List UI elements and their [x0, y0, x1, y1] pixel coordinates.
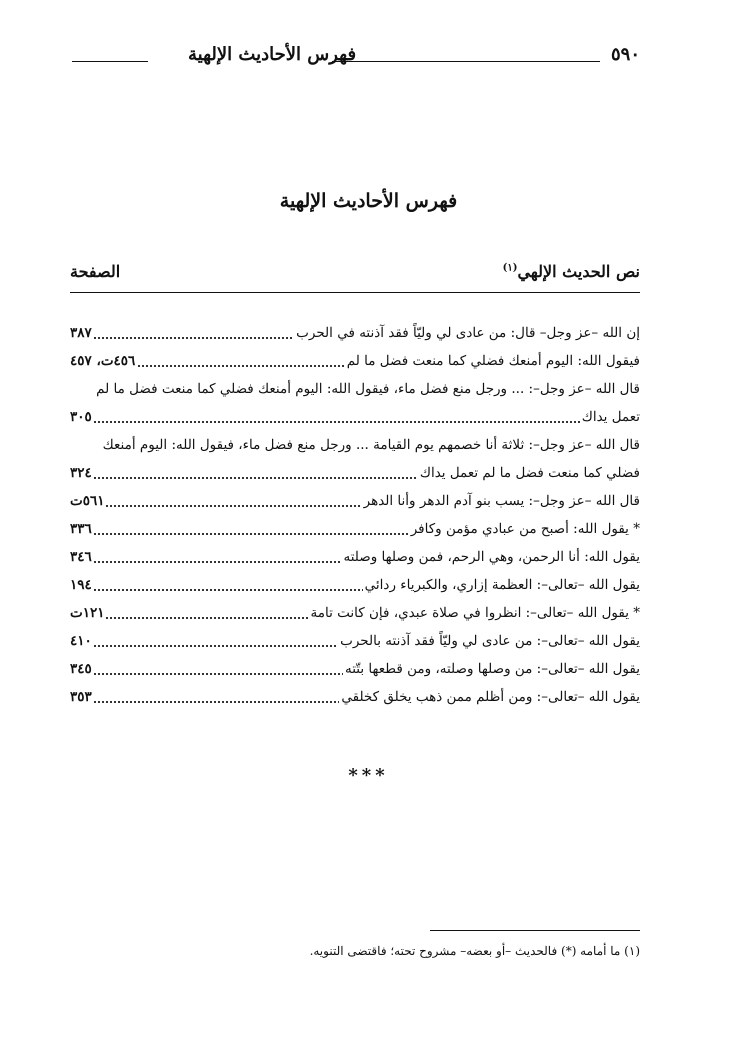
- index-entry: [70, 572, 640, 599]
- leader-dots: [70, 421, 640, 423]
- text-column-header: [503, 262, 640, 281]
- entry-text: * يقول الله: أصبح من عبادي مؤمن وكافر: [409, 516, 640, 543]
- entry-text: يقول الله –تعالى–: العظمة إزاري، والكبرياء ردائي: [363, 572, 640, 599]
- entry-page: ٣٤٥: [70, 656, 94, 683]
- running-header: [70, 44, 640, 74]
- entry-text: فضلي كما منعت فضل ما لم تعمل يداك: [418, 460, 640, 487]
- entry-page: ١٢١ت: [70, 600, 106, 627]
- entry-text: قال الله –عز وجل–: ثلاثة أنا خصمهم يوم القيامة ... ورجل منع فضل ماء، فيقول الله: اليوم أمنعك: [70, 432, 640, 459]
- page-title: فهرس الأحاديث الإلهية: [279, 190, 458, 212]
- entry-page: ٣٣٦: [70, 516, 94, 543]
- index-entry: [70, 320, 640, 347]
- entry-page: ٤١٠: [70, 628, 94, 655]
- text-column-label: نص الحديث الإلهي: [517, 262, 640, 281]
- index-entry: [70, 600, 640, 627]
- page-number: ٥٩٠: [610, 44, 640, 65]
- footnote: (١) ما أمامه (*) فالحديث –أو بعضه– مشروح تحته؛ فاقتضى التنويه.: [309, 944, 640, 958]
- entry-text: * يقول الله –تعالى–: انظروا في صلاة عبدي، فإن كانت تامة: [308, 600, 640, 627]
- index-entry: [70, 376, 640, 403]
- entry-text: إن الله –عز وجل– قال: من عادى لي وليّاً فقد آذنته في الحرب: [294, 320, 640, 347]
- header-rule-right: [332, 61, 600, 62]
- entry-page: ٥٦١ت: [70, 488, 106, 515]
- index-entry: [70, 656, 640, 683]
- index-entry: [70, 488, 640, 515]
- entry-page: ٣٢٤: [70, 460, 94, 487]
- entry-page: ٣٤٦: [70, 544, 94, 571]
- index-entry: [70, 684, 640, 711]
- footnote-rule: [430, 930, 640, 931]
- column-headers: [70, 258, 640, 293]
- footnote-ref: (١): [502, 262, 518, 274]
- entry-page: ٤٥٦ت، ٤٥٧: [70, 348, 137, 375]
- index-entry: [70, 460, 640, 487]
- index-entries: [70, 320, 640, 712]
- index-entry: [70, 404, 640, 431]
- entry-text: قال الله –عز وجل–: ... ورجل منع فضل ماء، فيقول الله: اليوم أمنعك فضلي كما منعت فضل ما لم: [70, 376, 640, 403]
- entry-page: ٣٥٣: [70, 684, 94, 711]
- index-entry: [70, 432, 640, 459]
- index-entry: [70, 516, 640, 543]
- header-rule-left: [72, 61, 148, 62]
- index-entry: [70, 628, 640, 655]
- entry-text: يقول الله –تعالى–: من عادى لي وليّاً فقد آذنته بالحرب: [338, 628, 640, 655]
- entry-page: ١٩٤: [70, 572, 94, 599]
- index-entry: [70, 348, 640, 375]
- page-column-header: الصفحة: [70, 262, 121, 281]
- entry-text: قال الله –عز وجل–: يسب بنو آدم الدهر وأنا الدهر: [362, 488, 640, 515]
- end-ornament: ***: [348, 765, 389, 786]
- running-title: فهرس الأحاديث الإلهية: [188, 44, 357, 65]
- entry-text: يقول الله –تعالى–: من وصلها وصلته، ومن قطعها بتّته: [343, 656, 640, 683]
- entry-text: يقول الله: أنا الرحمن، وهي الرحم، فمن وصلها وصلته: [341, 544, 640, 571]
- entry-page: ٣٨٧: [70, 320, 94, 347]
- entry-text: فيقول الله: اليوم أمنعك فضلي كما منعت فضل ما لم: [345, 348, 640, 375]
- entry-text: تعمل يداك: [580, 404, 640, 431]
- entry-text: يقول الله –تعالى–: ومن أظلم ممن ذهب يخلق كخلقي: [339, 684, 640, 711]
- entry-page: ٣٠٥: [70, 404, 94, 431]
- index-entry: [70, 544, 640, 571]
